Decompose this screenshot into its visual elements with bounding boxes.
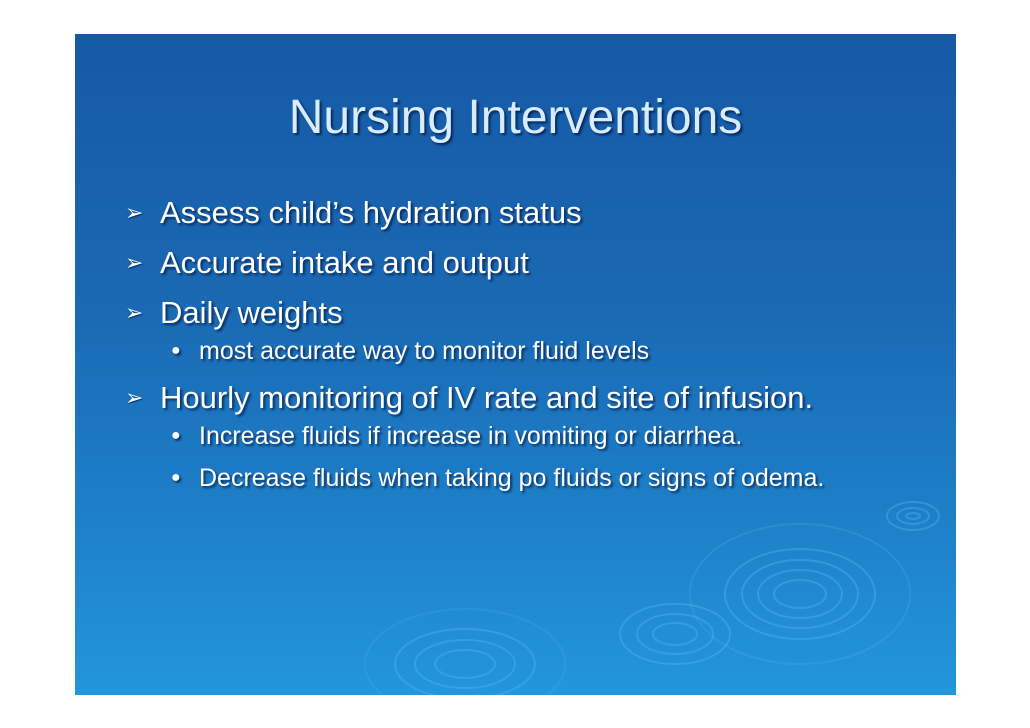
- slide-title: Nursing Interventions: [288, 91, 743, 144]
- dot-bullet-icon: ●: [171, 342, 181, 359]
- dot-bullet-icon: ●: [171, 427, 181, 444]
- sub-bullet-item: [75, 462, 956, 494]
- bullet-item: [75, 244, 956, 281]
- arrow-bullet-icon: ➢: [125, 200, 144, 225]
- bullet-item: [75, 379, 956, 416]
- bullet-text: Assess child’s hydration status: [160, 195, 582, 230]
- slide: [75, 34, 956, 695]
- arrow-bullet-icon: ➢: [125, 300, 144, 325]
- dot-bullet-icon: ●: [171, 469, 181, 486]
- arrow-bullet-icon: ➢: [125, 385, 144, 410]
- arrow-bullet-icon: ➢: [125, 250, 144, 275]
- sub-bullet-item: [75, 335, 956, 367]
- bullet-item: [75, 294, 956, 331]
- bullet-text: Hourly monitoring of IV rate and site of infusion.: [160, 380, 814, 415]
- sub-bullet-text: Decrease fluids when taking po fluids or signs of odema.: [199, 464, 825, 492]
- sub-bullet-text: most accurate way to monitor fluid levels: [199, 337, 650, 365]
- bullet-text: Accurate intake and output: [160, 245, 529, 280]
- sub-bullet-text: Increase fluids if increase in vomiting or diarrhea.: [199, 422, 743, 450]
- bullet-text: Daily weights: [160, 295, 343, 330]
- bullet-list: [75, 194, 956, 504]
- bullet-item: [75, 194, 956, 231]
- sub-bullet-item: [75, 420, 956, 452]
